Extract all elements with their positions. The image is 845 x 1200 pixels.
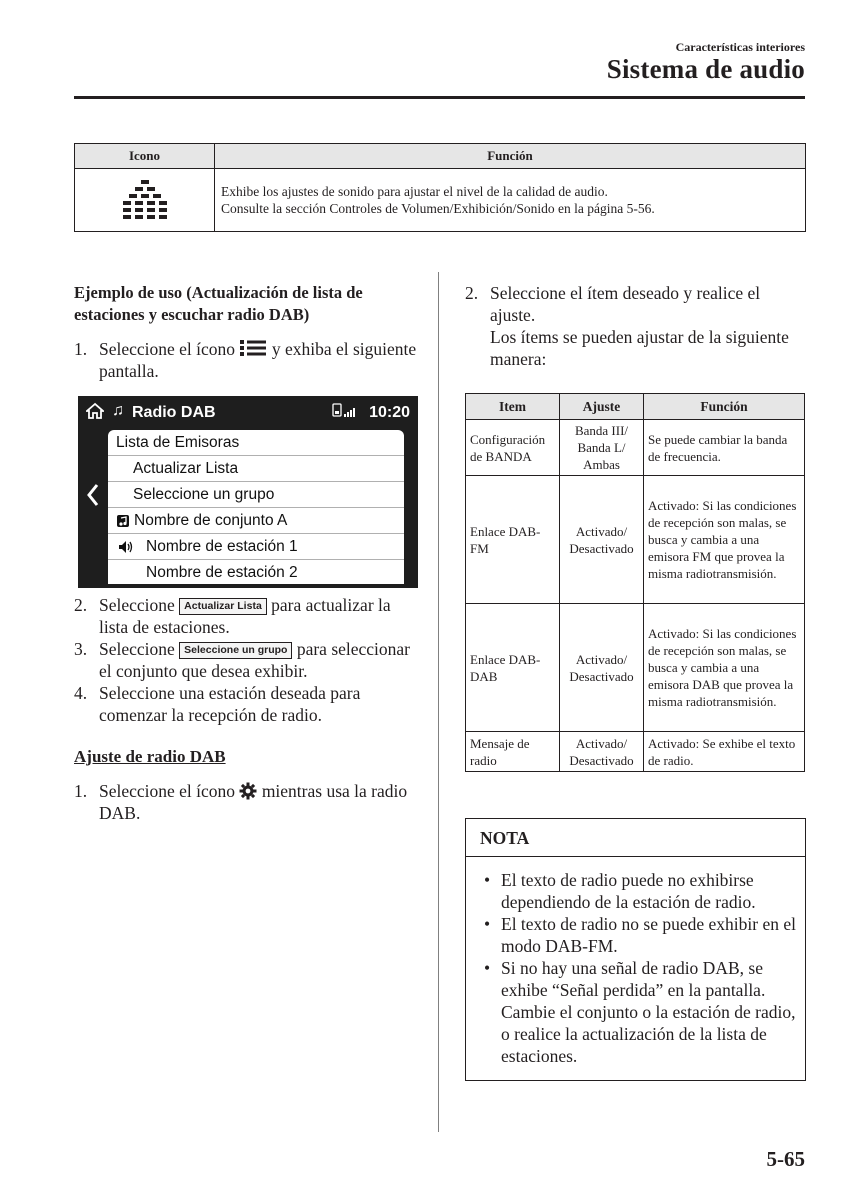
dab-settings-heading: Ajuste de radio DAB — [74, 747, 226, 766]
list-item — [480, 957, 800, 1067]
step-text: Seleccione — [99, 595, 175, 615]
table-row — [466, 732, 805, 772]
step-text: para seleccionar el conjunto que desea exhibir. — [99, 639, 411, 681]
icon-function-table — [74, 143, 806, 232]
home-icon[interactable] — [86, 402, 104, 420]
step-number: 4. — [74, 683, 88, 703]
step-text: Los ítems se pueden ajustar de la siguiente manera: — [490, 327, 789, 369]
list-item — [480, 913, 800, 957]
scrollbar[interactable] — [404, 428, 418, 588]
list-item-label: Nombre de estación 1 — [146, 538, 298, 555]
list-item — [480, 869, 800, 913]
table-cell: Activado/ Desactivado — [560, 476, 644, 604]
radio-dab-screen — [78, 396, 418, 588]
step-number: 1. — [74, 781, 88, 801]
usage-example-heading: Ejemplo de uso (Actualización de lista de estaciones y escuchar radio DAB) — [74, 283, 363, 324]
list-item-label: Seleccione un grupo — [133, 486, 275, 503]
station-list-panel — [108, 430, 404, 584]
left-column — [74, 282, 419, 824]
table-row — [466, 476, 805, 604]
step-text: Seleccione — [99, 639, 175, 659]
screen-title: Radio DAB — [132, 404, 216, 421]
select-group-button: Seleccione un grupo — [179, 642, 292, 659]
table-row — [466, 604, 805, 732]
music-note-icon: ♫ — [112, 402, 124, 419]
step-text: y exhiba el siguiente pantalla. — [99, 339, 417, 381]
step-number: 3. — [74, 639, 88, 659]
list-item[interactable] — [108, 508, 404, 534]
step-text: Seleccione una estación deseada para comenzar la recepción de radio. — [99, 683, 361, 725]
list-item-label: Actualizar Lista — [133, 460, 239, 477]
table-cell: Se puede cambiar la banda de frecuencia. — [644, 420, 805, 476]
note-body — [480, 869, 800, 1067]
table-row — [75, 169, 806, 232]
step-item — [74, 638, 419, 682]
step-text: Seleccione el ícono — [99, 339, 236, 359]
step-text: para actualizar la lista de estaciones. — [99, 595, 391, 637]
step-number: 2. — [465, 283, 479, 303]
update-list-button: Actualizar Lista — [179, 598, 267, 615]
table-row — [466, 420, 805, 476]
table-cell: Banda III/ Banda L/ Ambas — [560, 420, 644, 476]
screen-status-bar — [78, 396, 418, 426]
table-cell: Enlace DAB-DAB — [466, 604, 560, 732]
note-title: NOTA — [466, 819, 805, 857]
step-item — [465, 282, 805, 370]
col-header-icon: Icono — [75, 144, 215, 169]
table-cell: Activado: Si las condiciones de recepción son malas, se busca y cambia a una emisora DAB que provea la misma radiotransmisión. — [644, 604, 805, 732]
note-text: El texto de radio no se puede exhibir en el modo DAB-FM. — [501, 914, 796, 956]
list-item-label: Lista de Emisoras — [116, 434, 240, 451]
step-text: mientras usa la radio DAB. — [99, 781, 408, 823]
bullet: • — [484, 870, 491, 890]
speaker-icon — [118, 540, 134, 554]
col-header-setting: Ajuste — [560, 394, 644, 420]
column-divider — [438, 272, 439, 1132]
equalizer-icon — [121, 178, 169, 222]
table-cell: Activado/ Desactivado — [560, 732, 644, 772]
back-area[interactable] — [78, 428, 108, 588]
list-item-label: Nombre de estación 2 — [146, 564, 298, 581]
list-item[interactable] — [108, 560, 404, 586]
bullet: • — [484, 914, 491, 934]
step-item — [74, 594, 419, 638]
list-item[interactable] — [108, 482, 404, 508]
chevron-left-icon[interactable] — [86, 483, 100, 507]
clock: 10:20 — [369, 404, 410, 421]
list-item[interactable] — [108, 534, 404, 560]
note-text: El texto de radio puede no exhibirse dependiendo de la estación de radio. — [501, 870, 756, 912]
step-item — [74, 682, 419, 726]
list-item-label: Nombre de conjunto A — [134, 512, 288, 529]
table-cell: Activado/ Desactivado — [560, 604, 644, 732]
bullet: • — [484, 958, 491, 978]
function-description — [215, 169, 806, 232]
section-label: Características interiores — [675, 40, 805, 54]
description-line: Consulte la sección Controles de Volumen/Exhibición/Sonido en la página 5-56. — [221, 201, 655, 216]
description-line: Exhibe los ajustes de sonido para ajustar el nivel de la calidad de audio. — [221, 184, 608, 199]
ensemble-icon — [116, 514, 130, 528]
step-text: Seleccione el ítem deseado y realice el ajuste. — [490, 283, 761, 325]
settings-table — [465, 393, 805, 772]
table-cell: Activado: Se exhibe el texto de radio. — [644, 732, 805, 772]
step-number: 2. — [74, 595, 88, 615]
gear-icon — [239, 782, 257, 800]
table-cell: Configuración de BANDA — [466, 420, 560, 476]
note-box — [465, 818, 806, 1081]
step-item — [74, 780, 419, 824]
step-number: 1. — [74, 339, 88, 359]
page-number: 5-65 — [766, 1147, 805, 1171]
header-divider — [74, 96, 805, 99]
icon-cell — [75, 169, 215, 232]
right-column — [465, 282, 805, 370]
col-header-function: Función — [215, 144, 806, 169]
note-text: Si no hay una señal de radio DAB, se exhibe “Señal perdida” en la pantalla. Cambie el conjunto o la estación de radio, o realice la actualización de la lista de estaciones. — [501, 958, 796, 1066]
step-text: Seleccione el ícono — [99, 781, 236, 801]
table-cell: Mensaje de radio — [466, 732, 560, 772]
list-icon — [239, 338, 267, 358]
table-cell: Enlace DAB-FM — [466, 476, 560, 604]
list-item[interactable] — [108, 430, 404, 456]
table-cell: Activado: Si las condiciones de recepción son malas, se busca y cambia a una emisora FM que provea la misma radiotransmisión. — [644, 476, 805, 604]
col-header-item: Item — [466, 394, 560, 420]
list-item[interactable] — [108, 456, 404, 482]
page-title: Sistema de audio — [606, 54, 805, 84]
col-header-function: Función — [644, 394, 805, 420]
signal-icon — [332, 402, 358, 420]
step-item — [74, 338, 419, 382]
